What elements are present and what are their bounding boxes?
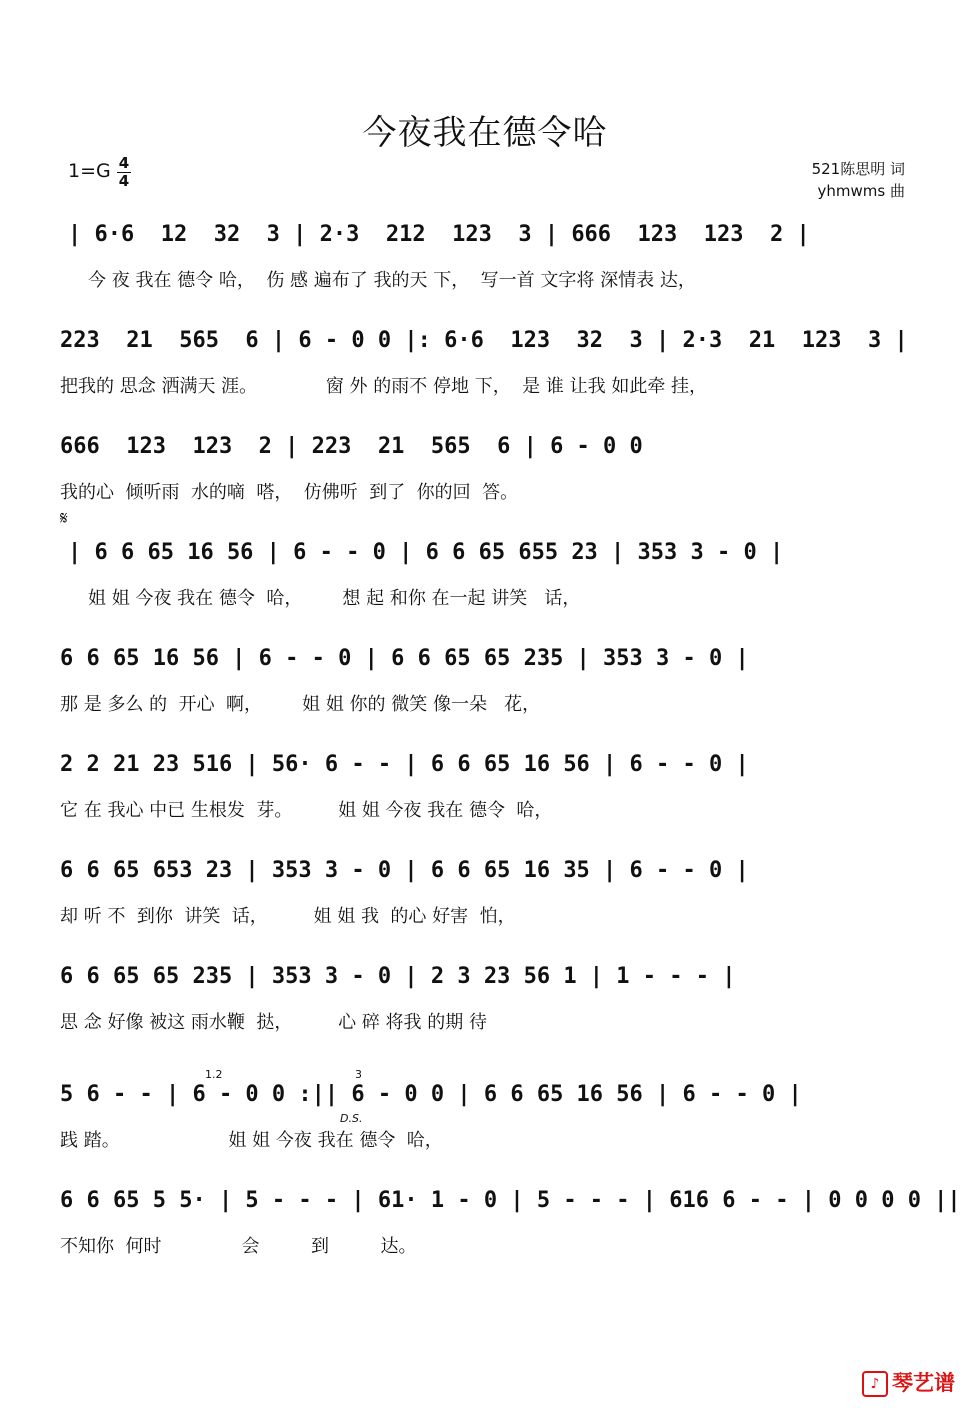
note-line: 6 6 65 65 235 | 353 3 - 0 | 2 3 23 56 1 | 1 - - - | [60, 964, 736, 989]
ds-mark: D.S. [340, 1112, 363, 1125]
watermark-logo [862, 1367, 955, 1397]
note-line: 6 6 65 5 5· | 5 - - - | 61· 1 - 0 | 5 - - - | 616 6 - - | 0 0 0 0 || [60, 1188, 961, 1213]
volta-3: 3 [355, 1068, 362, 1081]
composer-credit: yhmwms 曲 [817, 182, 905, 200]
note-line: 223 21 565 6 | 6 - 0 0 |: 6·6 123 32 3 | 2·3 21 123 3 | [60, 328, 908, 353]
lyric-line: 却 听 不 到你 讲笑 话， 姐 姐 我 的心 好害 怕， [60, 906, 516, 927]
note-line: | 6·6 12 32 3 | 2·3 212 123 3 | 666 123 123 2 | [68, 222, 810, 247]
time-sig-bottom: 4 [118, 172, 130, 190]
note-line: 666 123 123 2 | 223 21 565 6 | 6 - 0 0 [60, 434, 643, 459]
key-signature: 1=G [68, 160, 111, 182]
note-line: 2 2 21 23 516 | 56· 6 - - | 6 6 65 16 56 | 6 - - 0 | [60, 752, 749, 777]
lyric-line: 今 夜 我在 德令 哈， 伤 感 遍布了 我的天 下， 写一首 文字将 深情表 达， [88, 270, 696, 291]
watermark-text: 琴艺谱 [892, 1371, 955, 1395]
segno-sign: 𝄋 [60, 508, 68, 529]
lyric-line: 思 念 好像 被这 雨水鞭 挞， 心 碎 将我 的期 待 [60, 1012, 487, 1033]
lyric-line: 把我的 思念 洒满天 涯。 窗 外 的雨不 停地 下， 是 谁 让我 如此牵 挂， [60, 376, 708, 397]
lyric-line: 我的心 倾听雨 水的嘀 嗒， 仿佛听 到了 你的回 答。 [60, 482, 519, 503]
logo-icon: ♪ [862, 1371, 888, 1397]
song-title: 今夜我在德令哈 [362, 113, 608, 153]
lyric-line: 不知你 何时 会 到 达。 [60, 1236, 417, 1257]
volta-1-2: 1.2 [205, 1068, 223, 1081]
lyricist-credit: 521陈思明 词 [811, 160, 905, 178]
time-signature [117, 155, 131, 190]
lyric-line: 它 在 我心 中已 生根发 芽。 姐 姐 今夜 我在 德令 哈， [60, 800, 553, 821]
note-line: 5 6 - - | 6 - 0 0 :|| 6 - 0 0 | 6 6 65 16 56 | 6 - - 0 | [60, 1082, 802, 1107]
note-line: 6 6 65 16 56 | 6 - - 0 | 6 6 65 65 235 | 353 3 - 0 | [60, 646, 749, 671]
note-line: 6 6 65 653 23 | 353 3 - 0 | 6 6 65 16 35 | 6 - - 0 | [60, 858, 749, 883]
lyric-line: 践 踏。 姐 姐 今夜 我在 德令 哈， [60, 1130, 443, 1151]
note-line: | 6 6 65 16 56 | 6 - - 0 | 6 6 65 655 23 | 353 3 - 0 | [68, 540, 784, 565]
lyric-line: 那 是 多么 的 开心 啊， 姐 姐 你的 微笑 像一朵 花， [60, 694, 541, 715]
time-sig-top: 4 [118, 154, 130, 172]
lyric-line: 姐 姐 今夜 我在 德令 哈， 想 起 和你 在一起 讲笑 话， [88, 588, 581, 609]
